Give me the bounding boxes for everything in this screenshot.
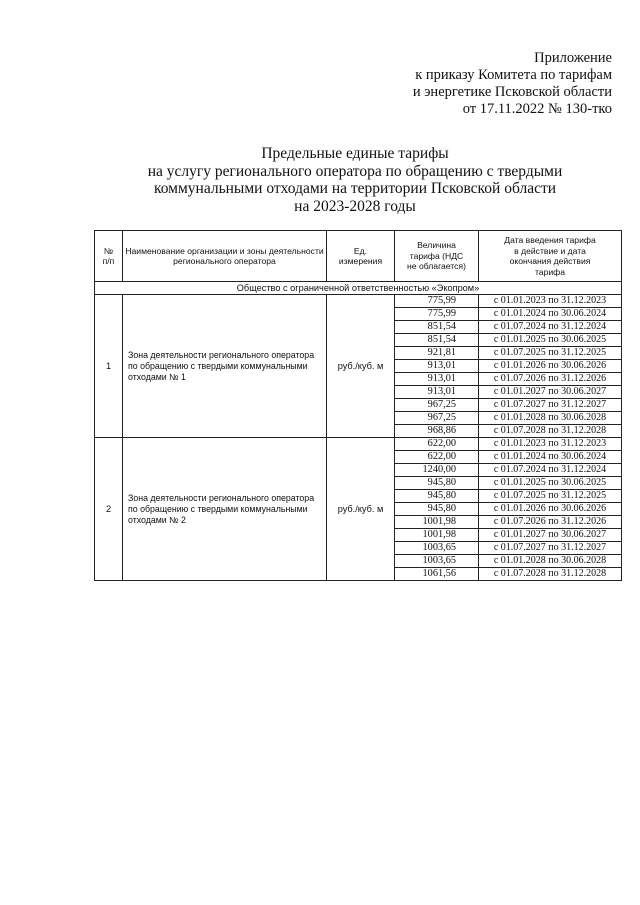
appendix-line: и энергетике Псковской области: [412, 84, 612, 100]
tariff-table: [94, 230, 622, 581]
tariff-period: с 01.07.2028 по 31.12.2028: [479, 568, 622, 581]
tariff-value: 967,25: [395, 412, 479, 425]
header-num: № п/п: [95, 231, 123, 282]
tariff-period: с 01.01.2023 по 31.12.2023: [479, 438, 622, 451]
appendix-line: от 17.11.2022 № 130-тко: [462, 101, 612, 117]
tariff-value: 913,01: [395, 373, 479, 386]
tariff-period: с 01.01.2028 по 30.06.2028: [479, 412, 622, 425]
header-period: Дата введения тарифа в действие и дата окончания действия тарифа: [479, 231, 622, 282]
header-unit: Ед. измерения: [327, 231, 395, 282]
appendix-line: Приложение: [534, 50, 612, 66]
appendix-header: [413, 50, 612, 118]
tariff-value: 1240,00: [395, 464, 479, 477]
tariff-value: 622,00: [395, 451, 479, 464]
tariff-period: с 01.01.2027 по 30.06.2027: [479, 529, 622, 542]
tariff-value: 968,86: [395, 425, 479, 438]
row-number: 1: [95, 295, 123, 438]
tariff-period: с 01.01.2028 по 30.06.2028: [479, 555, 622, 568]
tariff-value: 1003,65: [395, 555, 479, 568]
unit-of-measure: руб./куб. м: [327, 295, 395, 438]
tariff-value: 1001,98: [395, 516, 479, 529]
organization-row: [95, 282, 622, 295]
tariff-period: с 01.01.2025 по 30.06.2025: [479, 334, 622, 347]
tariff-period: с 01.07.2027 по 31.12.2027: [479, 399, 622, 412]
tariff-value: 913,01: [395, 360, 479, 373]
tariff-period: с 01.07.2026 по 31.12.2026: [479, 516, 622, 529]
zone-name: Зона деятельности регионального оператора по обращению с твердыми коммунальными отходами № 1: [123, 295, 327, 438]
tariff-period: с 01.01.2026 по 30.06.2026: [479, 503, 622, 516]
tariff-period: с 01.07.2027 по 31.12.2027: [479, 542, 622, 555]
header-name: Наименование организации и зоны деятельности регионального оператора: [123, 231, 327, 282]
tariff-period: с 01.07.2028 по 31.12.2028: [479, 425, 622, 438]
document-title: [60, 145, 640, 215]
tariff-period: с 01.07.2025 по 31.12.2025: [479, 490, 622, 503]
tariff-value: 851,54: [395, 334, 479, 347]
tariff-value: 775,99: [395, 295, 479, 308]
tariff-period: с 01.07.2026 по 31.12.2026: [479, 373, 622, 386]
tariff-period: с 01.07.2024 по 31.12.2024: [479, 464, 622, 477]
tariff-value: 1003,65: [395, 542, 479, 555]
organization-name: Общество с ограниченной ответственностью «Экопром»: [95, 282, 622, 295]
row-number: 2: [95, 438, 123, 581]
tariff-value: 913,01: [395, 386, 479, 399]
tariff-value: 945,80: [395, 490, 479, 503]
tariff-value: 967,25: [395, 399, 479, 412]
tariff-period: с 01.07.2025 по 31.12.2025: [479, 347, 622, 360]
tariff-period: с 01.01.2023 по 31.12.2023: [479, 295, 622, 308]
appendix-line: к приказу Комитета по тарифам: [415, 67, 612, 83]
table-row: [95, 438, 622, 451]
tariff-value: 775,99: [395, 308, 479, 321]
tariff-value: 921,81: [395, 347, 479, 360]
tariff-value: 1001,98: [395, 529, 479, 542]
table-row: [95, 295, 622, 308]
tariff-period: с 01.01.2024 по 30.06.2024: [479, 308, 622, 321]
title-line: на 2023-2028 годы: [294, 197, 416, 215]
zone-name: Зона деятельности регионального оператора по обращению с твердыми коммунальными отходами № 2: [123, 438, 327, 581]
tariff-value: 1061,56: [395, 568, 479, 581]
tariff-period: с 01.01.2025 по 30.06.2025: [479, 477, 622, 490]
tariff-period: с 01.01.2026 по 30.06.2026: [479, 360, 622, 373]
tariff-value: 945,80: [395, 477, 479, 490]
table-header-row: [95, 231, 622, 282]
tariff-period: с 01.01.2024 по 30.06.2024: [479, 451, 622, 464]
unit-of-measure: руб./куб. м: [327, 438, 395, 581]
title-line: коммунальными отходами на территории Псковской области: [153, 180, 557, 197]
tariff-value: 945,80: [395, 503, 479, 516]
tariff-period: с 01.01.2027 по 30.06.2027: [479, 386, 622, 399]
tariff-value: 622,00: [395, 438, 479, 451]
title-line: Предельные единые тарифы: [261, 145, 449, 162]
header-value: Величина тарифа (НДС не облагается): [395, 231, 479, 282]
tariff-value: 851,54: [395, 321, 479, 334]
tariff-period: с 01.07.2024 по 31.12.2024: [479, 321, 622, 334]
title-line: на услугу регионального оператора по обращению с твердыми: [147, 162, 563, 180]
